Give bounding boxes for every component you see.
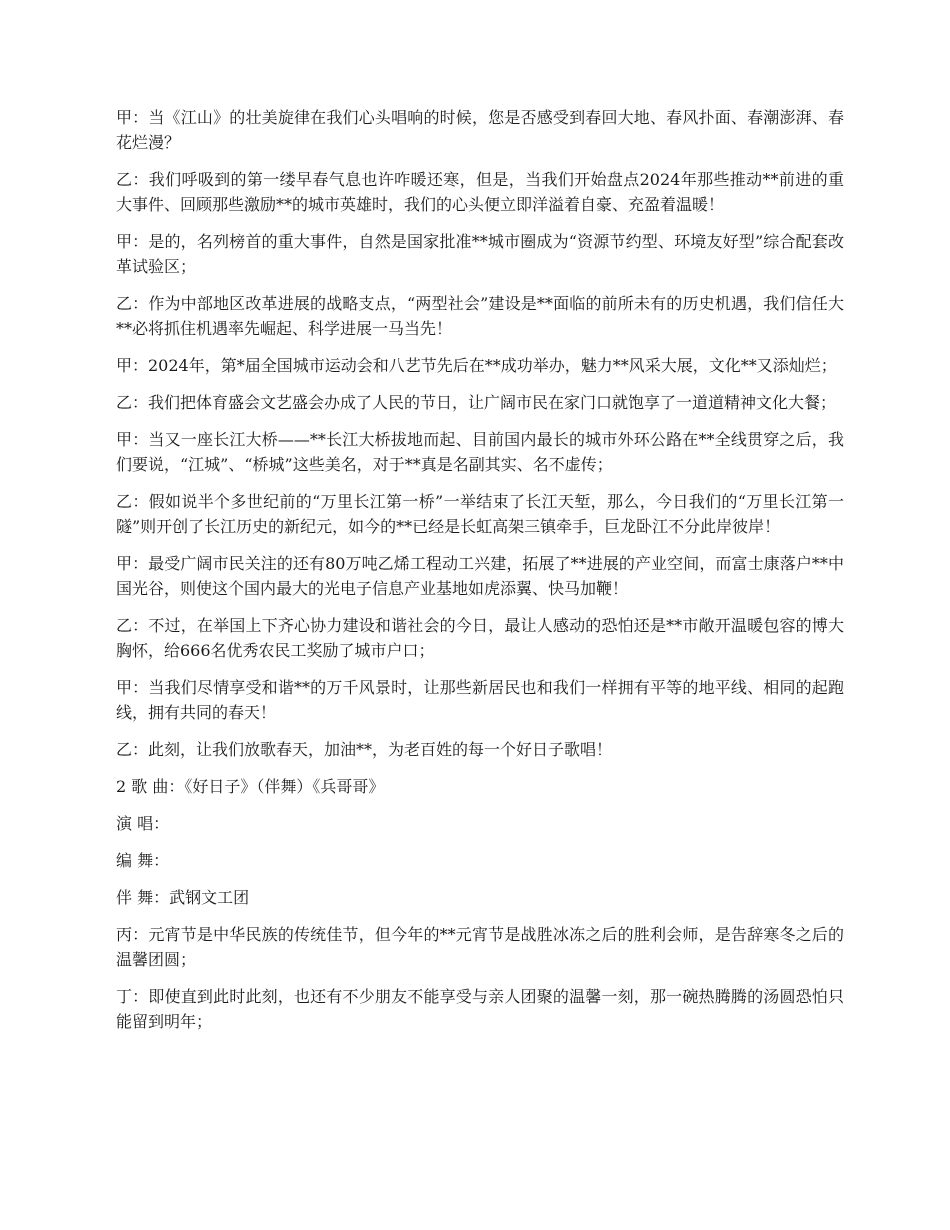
paragraph: 甲：最受广阔市民关注的还有80万吨乙烯工程动工兴建，拓展了**进展的产业空间，而富士康落户**中国光谷，则使这个国内最大的光电子信息产业基地如虎添翼、快马加鞭！ xyxy=(116,554,844,598)
paragraph: 甲：当《江山》的壮美旋律在我们心头唱响的时候，您是否感受到春回大地、春风扑面、春潮澎湃、春花烂漫？ xyxy=(116,108,844,152)
paragraph: 乙：我们呼吸到的第一缕早春气息也许咋暖还寒，但是，当我们开始盘点2024年那些推动**前进的重大事件、回顾那些激励**的城市英雄时，我们的心头便立即洋溢着自豪、充盈着温暖！ xyxy=(116,170,844,214)
dancers-line: 伴 舞：武钢文工团 xyxy=(116,888,250,907)
paragraph: 甲：2024年，第*届全国城市运动会和八艺节先后在**成功举办，魅力**风采大展，文化**又添灿烂； xyxy=(116,356,837,375)
paragraph: 乙：不过，在举国上下齐心协力建设和谐社会的今日，最让人感动的恐怕还是**市敞开温暖包容的博大胸怀，给666名优秀农民工奖励了城市户口； xyxy=(116,616,844,660)
performer-line: 演 唱： xyxy=(116,814,170,833)
paragraph: 丙：元宵节是中华民族的传统佳节，但今年的**元宵节是战胜冰冻之后的胜利会师，是告辞寒冬之后的温馨团圆； xyxy=(116,925,844,969)
paragraph: 丁：即使直到此时此刻，也还有不少朋友不能享受与亲人团聚的温馨一刻，那一碗热腾腾的汤圆恐怕只能留到明年； xyxy=(116,987,844,1031)
paragraph: 甲：当又一座长江大桥——**长江大桥拔地而起、目前国内最长的城市外环公路在**全线贯穿之后，我们要说，“江城”、“桥城”这些美名，对于**真是名副其实、名不虚传； xyxy=(116,430,844,474)
paragraph: 乙：作为中部地区改革进展的战略支点，“两型社会”建设是**面临的前所未有的历史机遇，我们信任大**必将抓住机遇率先崛起、科学进展一马当先！ xyxy=(116,294,844,338)
paragraph: 乙：此刻，让我们放歌春天，加油**，为老百姓的每一个好日子歌唱！ xyxy=(116,740,613,759)
song-title-line: 2 歌 曲：《好日子》（伴舞）《兵哥哥》 xyxy=(116,777,385,796)
paragraph: 甲：当我们尽情享受和谐**的万千风景时，让那些新居民也和我们一样拥有平等的地平线、相同的起跑线，拥有共同的春天！ xyxy=(116,678,844,722)
document-body xyxy=(116,105,844,1046)
choreographer-line: 编 舞： xyxy=(116,851,170,870)
paragraph: 乙：我们把体育盛会文艺盛会办成了人民的节日，让广阔市民在家门口就饱享了一道道精神文化大餐； xyxy=(116,393,837,412)
paragraph: 乙：假如说半个多世纪前的“万里长江第一桥”一举结束了长江天堑，那么，今日我们的“万里长江第一隧”则开创了长江历史的新纪元，如今的**已经是长虹高架三镇牵手，巨龙卧江不分此岸彼岸！ xyxy=(116,492,844,536)
paragraph: 甲：是的，名列榜首的重大事件，自然是国家批准**城市圈成为“资源节约型、环境友好型”综合配套改革试验区； xyxy=(116,232,844,276)
